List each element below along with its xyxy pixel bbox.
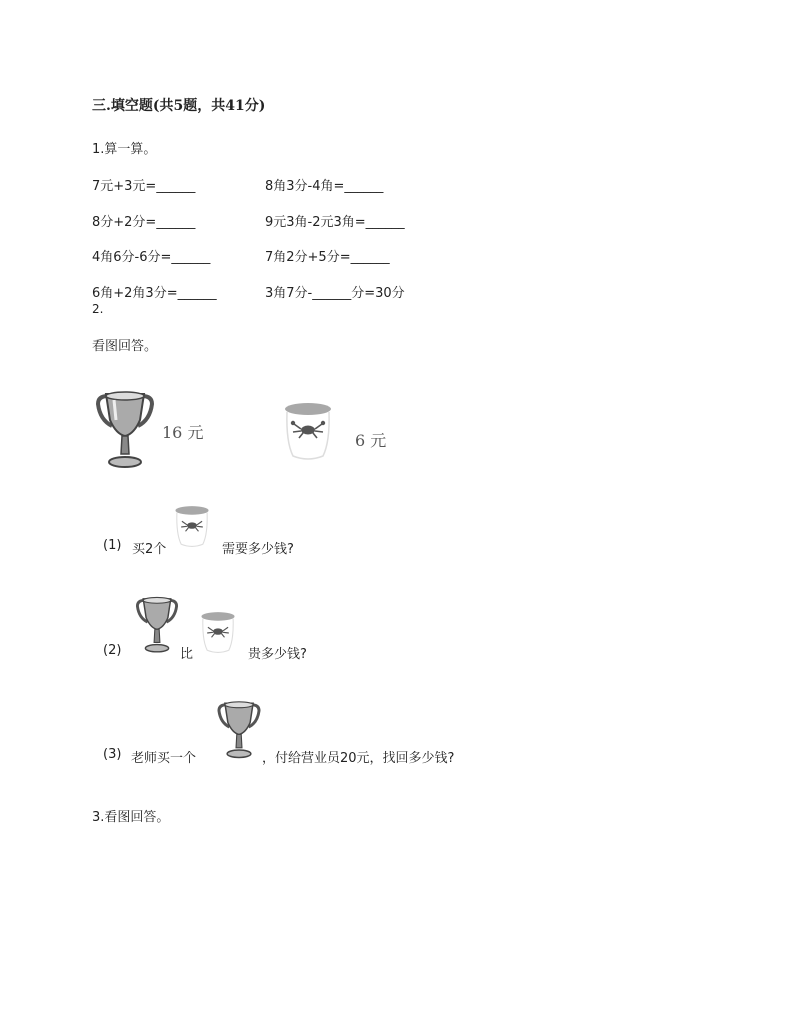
section-title: 三.填空题(共5题，共41分) [92,98,266,114]
sub1-number: (1) [103,538,122,553]
q1-item: 3角7分-______分=30分 [265,286,405,301]
q1-item: 4角6分-6分=______ [92,250,211,265]
crab-cup-icon [174,504,210,550]
q2-number: 2. [92,302,104,316]
sub3-text-post: ，付给营业员20元，找回多少钱? [262,751,455,766]
trophy-icon [94,390,156,470]
q1-item: 6角+2角3分=______ [92,286,217,301]
q1-item: 8角3分-4角=______ [265,179,384,194]
crab-cup-icon [283,402,333,462]
sub2-text-mid: 比 [180,647,194,662]
q3-label: 3.看图回答。 [92,810,170,825]
q1-item: 8分+2分=______ [92,215,196,230]
q1-label: 1.算一算。 [92,142,157,157]
trophy-icon [134,596,180,654]
sub2-text-post: 贵多少钱? [248,647,307,662]
sub1-text-pre: 买2个 [132,542,167,557]
cup-price: 6 元 [355,431,387,450]
q1-item: 7元+3元=______ [92,179,196,194]
trophy-price: 16 元 [162,423,204,442]
sub2-number: (2) [103,643,122,658]
sub3-text-pre: 老师买一个 [131,751,197,766]
q1-item: 7角2分+5分=______ [265,250,390,265]
crab-cup-icon [200,610,236,656]
sub1-text-post: 需要多少钱? [222,542,294,557]
trophy-icon [216,700,262,760]
sub3-number: (3) [103,747,122,762]
q2-label: 看图回答。 [92,339,158,354]
q1-item: 9元3角-2元3角=______ [265,215,405,230]
